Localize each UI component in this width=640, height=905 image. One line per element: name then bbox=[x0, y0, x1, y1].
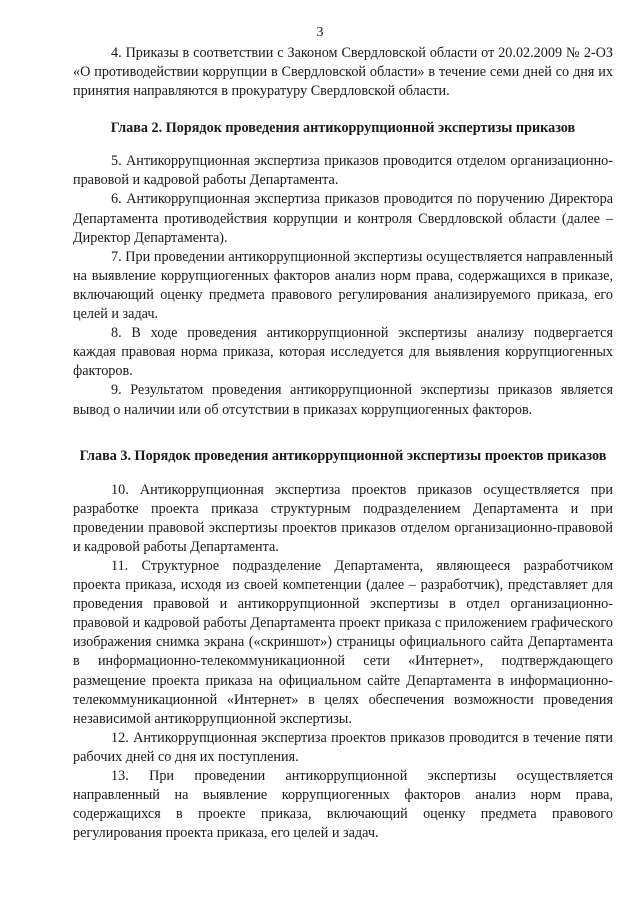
paragraph-8: 8. В ходе проведения антикоррупционной экспертизы анализу подвергается каждая правовая норма приказа, которая исследуется для выявления коррупциогенных факторов. bbox=[73, 325, 613, 380]
paragraph-10: 10. Антикоррупционная экспертиза проектов приказов осуществляется при разработке проекта приказа структурным подразделением Департамента и при проведении правовой экспертизы проектов приказов отделом организационно-правовой и кадровой работы Департамента. bbox=[73, 481, 613, 555]
paragraph-13: 13. При проведении антикоррупционной экспертизы осуществляется направленный на выявление коррупциогенных факторов анализ норм права, содержащихся в проекте приказа, включающий оценку предмета правового регулирования проекта приказа, его целей и задач. bbox=[73, 768, 613, 842]
paragraph-6: 6. Антикоррупционная экспертиза приказов проводится по поручению Директора Департамента противодействия коррупции и контроля Свердловской области (далее – Директор Департамента). bbox=[73, 191, 613, 246]
chapter-2-title: Глава 2. Порядок проведения антикоррупционной экспертизы приказов bbox=[110, 120, 576, 137]
paragraph-12: 12. Антикоррупционная экспертиза проектов приказов проводится в течение пяти рабочих дней со дня их поступления. bbox=[73, 729, 613, 765]
paragraph-5: 5. Антикоррупционная экспертиза приказов проводится отделом организационно-правовой и кадровой работы Департамента. bbox=[73, 153, 613, 189]
chapter-3-title: Глава 3. Порядок проведения антикоррупционной экспертизы проектов приказов bbox=[79, 447, 607, 464]
document-body bbox=[73, 44, 613, 843]
paragraph-4: 4. Приказы в соответствии с Законом Свердловской области от 20.02.2009 № 2-ОЗ «О противодействии коррупции в Свердловской области» в течение семи дней со дня их принятия направляются в прокуратуру Свердловской области. bbox=[73, 45, 613, 100]
paragraph-7: 7. При проведении антикоррупционной экспертизы осуществляется направленный на выявление коррупциогенных факторов анализ норм права, содержащихся в приказе, включающий оценку предмета правового регулирования анализируемого приказа, его целей и задач. bbox=[73, 248, 613, 323]
paragraph-9: 9. Результатом проведения антикоррупционной экспертизы приказов является вывод о наличии или об отсутствии в приказах коррупциогенных факторов. bbox=[73, 382, 613, 418]
paragraph-11: 11. Структурное подразделение Департамента, являющееся разработчиком проекта приказа, исходя из своей компетенции (далее – разработчик), представляет для проведения правовой и антикоррупционной экспертизы в отдел организационно-правовой и кадровой работы Департамента проект приказа с приложением графического изображения снимка экрана («скриншот») страницы официального сайта Департамента в информационно-телекоммуникационной сети «Интернет», подтверждающего размещение проекта приказа на официальном сайте Департамента в информационно-телекоммуникационной «Интернет» в целях обеспечения возможности проведения независимой антикоррупционной экспертизы. bbox=[73, 557, 613, 727]
page-number: 3 bbox=[316, 25, 324, 40]
